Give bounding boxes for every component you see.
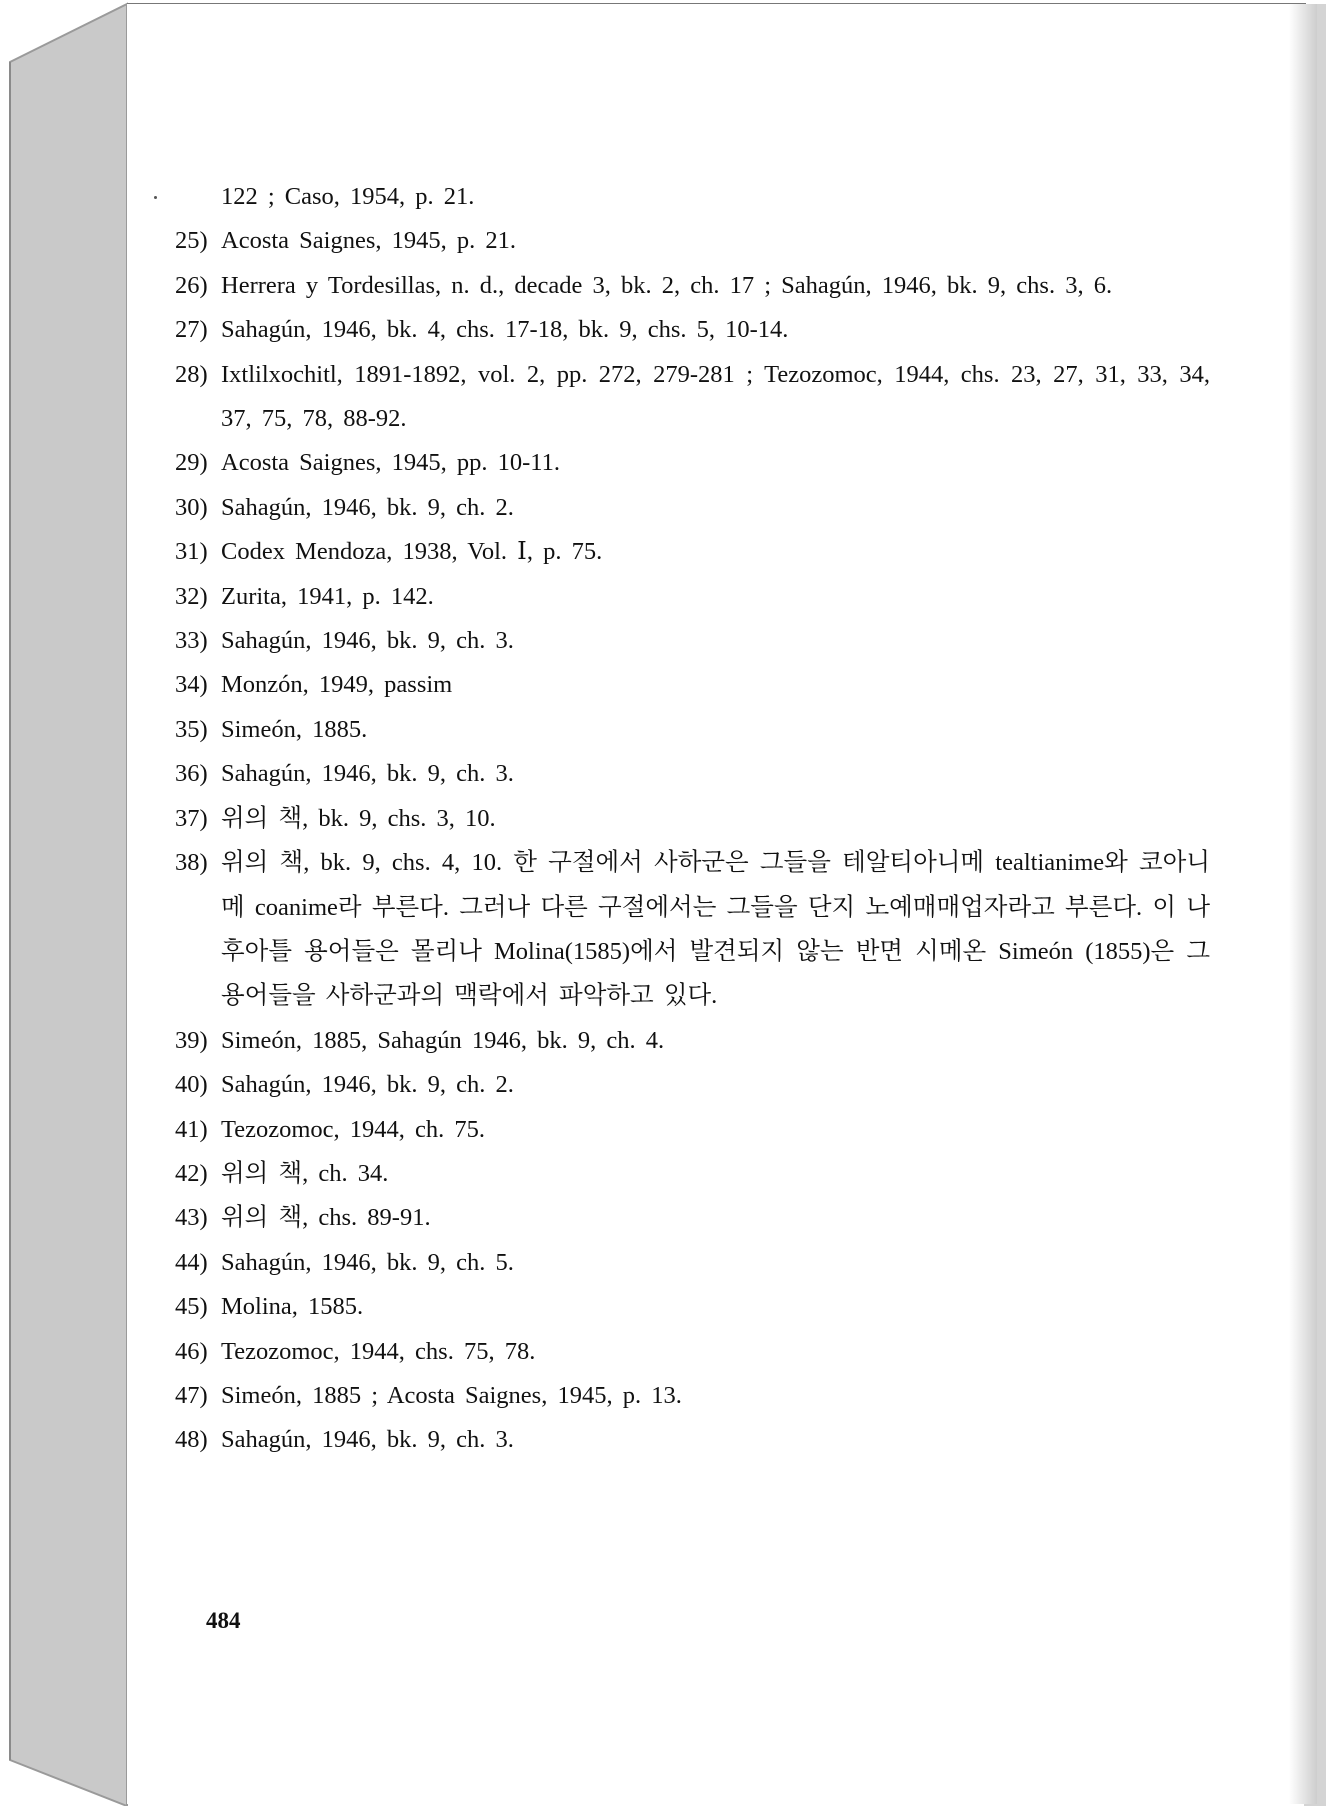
endnote-text: Simeón, 1885 ; Acosta Saignes, 1945, p. 13. — [221, 1381, 682, 1409]
endnote-item — [175, 1019, 1210, 1063]
endnote-text: Simeón, 1885. — [221, 715, 368, 743]
endnote-text: 위의 책, bk. 9, chs. 4, 10. 한 구절에서 사하군은 그들을 테알티아니메 tealtianime와 코아니메 coanime라 부른다. 그러나 다른 구절에서는 그들을 단지 노예매매업자라고 부른다. 이 나후아틀 용어들은 몰리나 Molina(1585)에서 발견되지 않는 반면 시메온 Simeón (1855)은 그 용어들을 사하군과의 맥락에서 파악하고 있다. — [221, 849, 1210, 1010]
endnote-item — [175, 841, 1210, 1019]
endnote-number: 28) — [175, 360, 208, 388]
endnote-item — [175, 530, 1210, 574]
endnote-item — [175, 264, 1210, 308]
endnote-number: 31) — [175, 538, 208, 566]
page-edge-shadow — [1289, 4, 1317, 1804]
endnote-text: Sahagún, 1946, bk. 4, chs. 17-18, bk. 9, chs. 5, 10-14. — [221, 316, 789, 344]
endnote-item — [175, 1285, 1210, 1329]
endnote-number: 38) — [175, 849, 208, 877]
endnote-text: Sahagún, 1946, bk. 9, ch. 2. — [221, 493, 514, 521]
endnote-item — [175, 708, 1210, 752]
endnote-item — [175, 752, 1210, 796]
endnote-item — [175, 1063, 1210, 1107]
endnote-text: Ixtlilxochitl, 1891-1892, vol. 2, pp. 272, 279-281 ; Tezozomoc, 1944, chs. 23, 27, 31, 33, 34, 37, 75, 78, 88-92. — [221, 360, 1210, 433]
endnote-number: 48) — [175, 1426, 208, 1454]
endnote-item — [175, 308, 1210, 352]
endnote-number: 40) — [175, 1071, 208, 1099]
endnote-text: Codex Mendoza, 1938, Vol. Ⅰ, p. 75. — [221, 538, 603, 566]
endnote-text: 위의 책, bk. 9, chs. 3, 10. — [221, 804, 496, 832]
endnote-number: 30) — [175, 493, 208, 521]
endnote-number: 42) — [175, 1159, 208, 1187]
endnote-text: Sahagún, 1946, bk. 9, ch. 5. — [221, 1248, 514, 1276]
endnote-text: Simeón, 1885, Sahagún 1946, bk. 9, ch. 4. — [221, 1026, 665, 1054]
endnote-text: Tezozomoc, 1944, chs. 75, 78. — [221, 1337, 536, 1365]
scan-speck — [154, 196, 157, 199]
endnote-item — [175, 486, 1210, 530]
endnote-number: 33) — [175, 627, 208, 655]
endnote-item — [175, 619, 1210, 663]
page-number: 484 — [206, 1608, 241, 1633]
endnote-text: 위의 책, chs. 89-91. — [221, 1204, 431, 1232]
endnote-number: 27) — [175, 316, 208, 344]
endnote-number: 46) — [175, 1337, 208, 1365]
endnote-number: 25) — [175, 227, 208, 255]
endnote-number: 45) — [175, 1293, 208, 1321]
endnote-item — [175, 1152, 1210, 1196]
endnote-number: 36) — [175, 760, 208, 788]
endnote-text: Acosta Saignes, 1945, pp. 10-11. — [221, 449, 560, 477]
endnote-item — [175, 1330, 1210, 1374]
note-continuation-text: 122 ; Caso, 1954, p. 21. — [221, 183, 475, 210]
endnote-text: 위의 책, ch. 34. — [221, 1159, 389, 1187]
endnote-item — [175, 1108, 1210, 1152]
endnote-item — [175, 575, 1210, 619]
endnote-number: 41) — [175, 1115, 208, 1143]
endnote-item — [175, 663, 1210, 707]
endnote-number: 37) — [175, 804, 208, 832]
endnote-item — [175, 1196, 1210, 1240]
endnote-item — [175, 441, 1210, 485]
endnote-number: 34) — [175, 671, 208, 699]
endnote-number: 32) — [175, 582, 208, 610]
endnote-text: Sahagún, 1946, bk. 9, ch. 2. — [221, 1071, 514, 1099]
endnote-number: 35) — [175, 715, 208, 743]
endnote-text: Herrera y Tordesillas, n. d., decade 3, bk. 2, ch. 17 ; Sahagún, 1946, bk. 9, chs. 3, 6. — [221, 271, 1113, 299]
endnote-item — [175, 1374, 1210, 1418]
note-continuation — [175, 175, 1210, 219]
endnote-text: Acosta Saignes, 1945, p. 21. — [221, 227, 516, 255]
endnote-text: Molina, 1585. — [221, 1293, 364, 1321]
endnote-number: 44) — [175, 1248, 208, 1276]
endnote-item — [175, 797, 1210, 841]
endnote-text: Monzón, 1949, passim — [221, 671, 453, 699]
endnote-item — [175, 1418, 1210, 1462]
endnote-text: Zurita, 1941, p. 142. — [221, 582, 434, 610]
endnote-number: 47) — [175, 1381, 208, 1409]
endnotes-list — [175, 175, 1210, 1463]
endnote-item — [175, 1241, 1210, 1285]
endnote-text: Sahagún, 1946, bk. 9, ch. 3. — [221, 1426, 514, 1454]
endnote-text: Sahagún, 1946, bk. 9, ch. 3. — [221, 627, 514, 655]
endnote-item — [175, 353, 1210, 442]
endnote-text: Sahagún, 1946, bk. 9, ch. 3. — [221, 760, 514, 788]
endnote-item — [175, 219, 1210, 263]
endnote-text: Tezozomoc, 1944, ch. 75. — [221, 1115, 486, 1143]
endnote-number: 39) — [175, 1026, 208, 1054]
endnote-number: 29) — [175, 449, 208, 477]
endnote-number: 26) — [175, 271, 208, 299]
endnote-number: 43) — [175, 1204, 208, 1232]
